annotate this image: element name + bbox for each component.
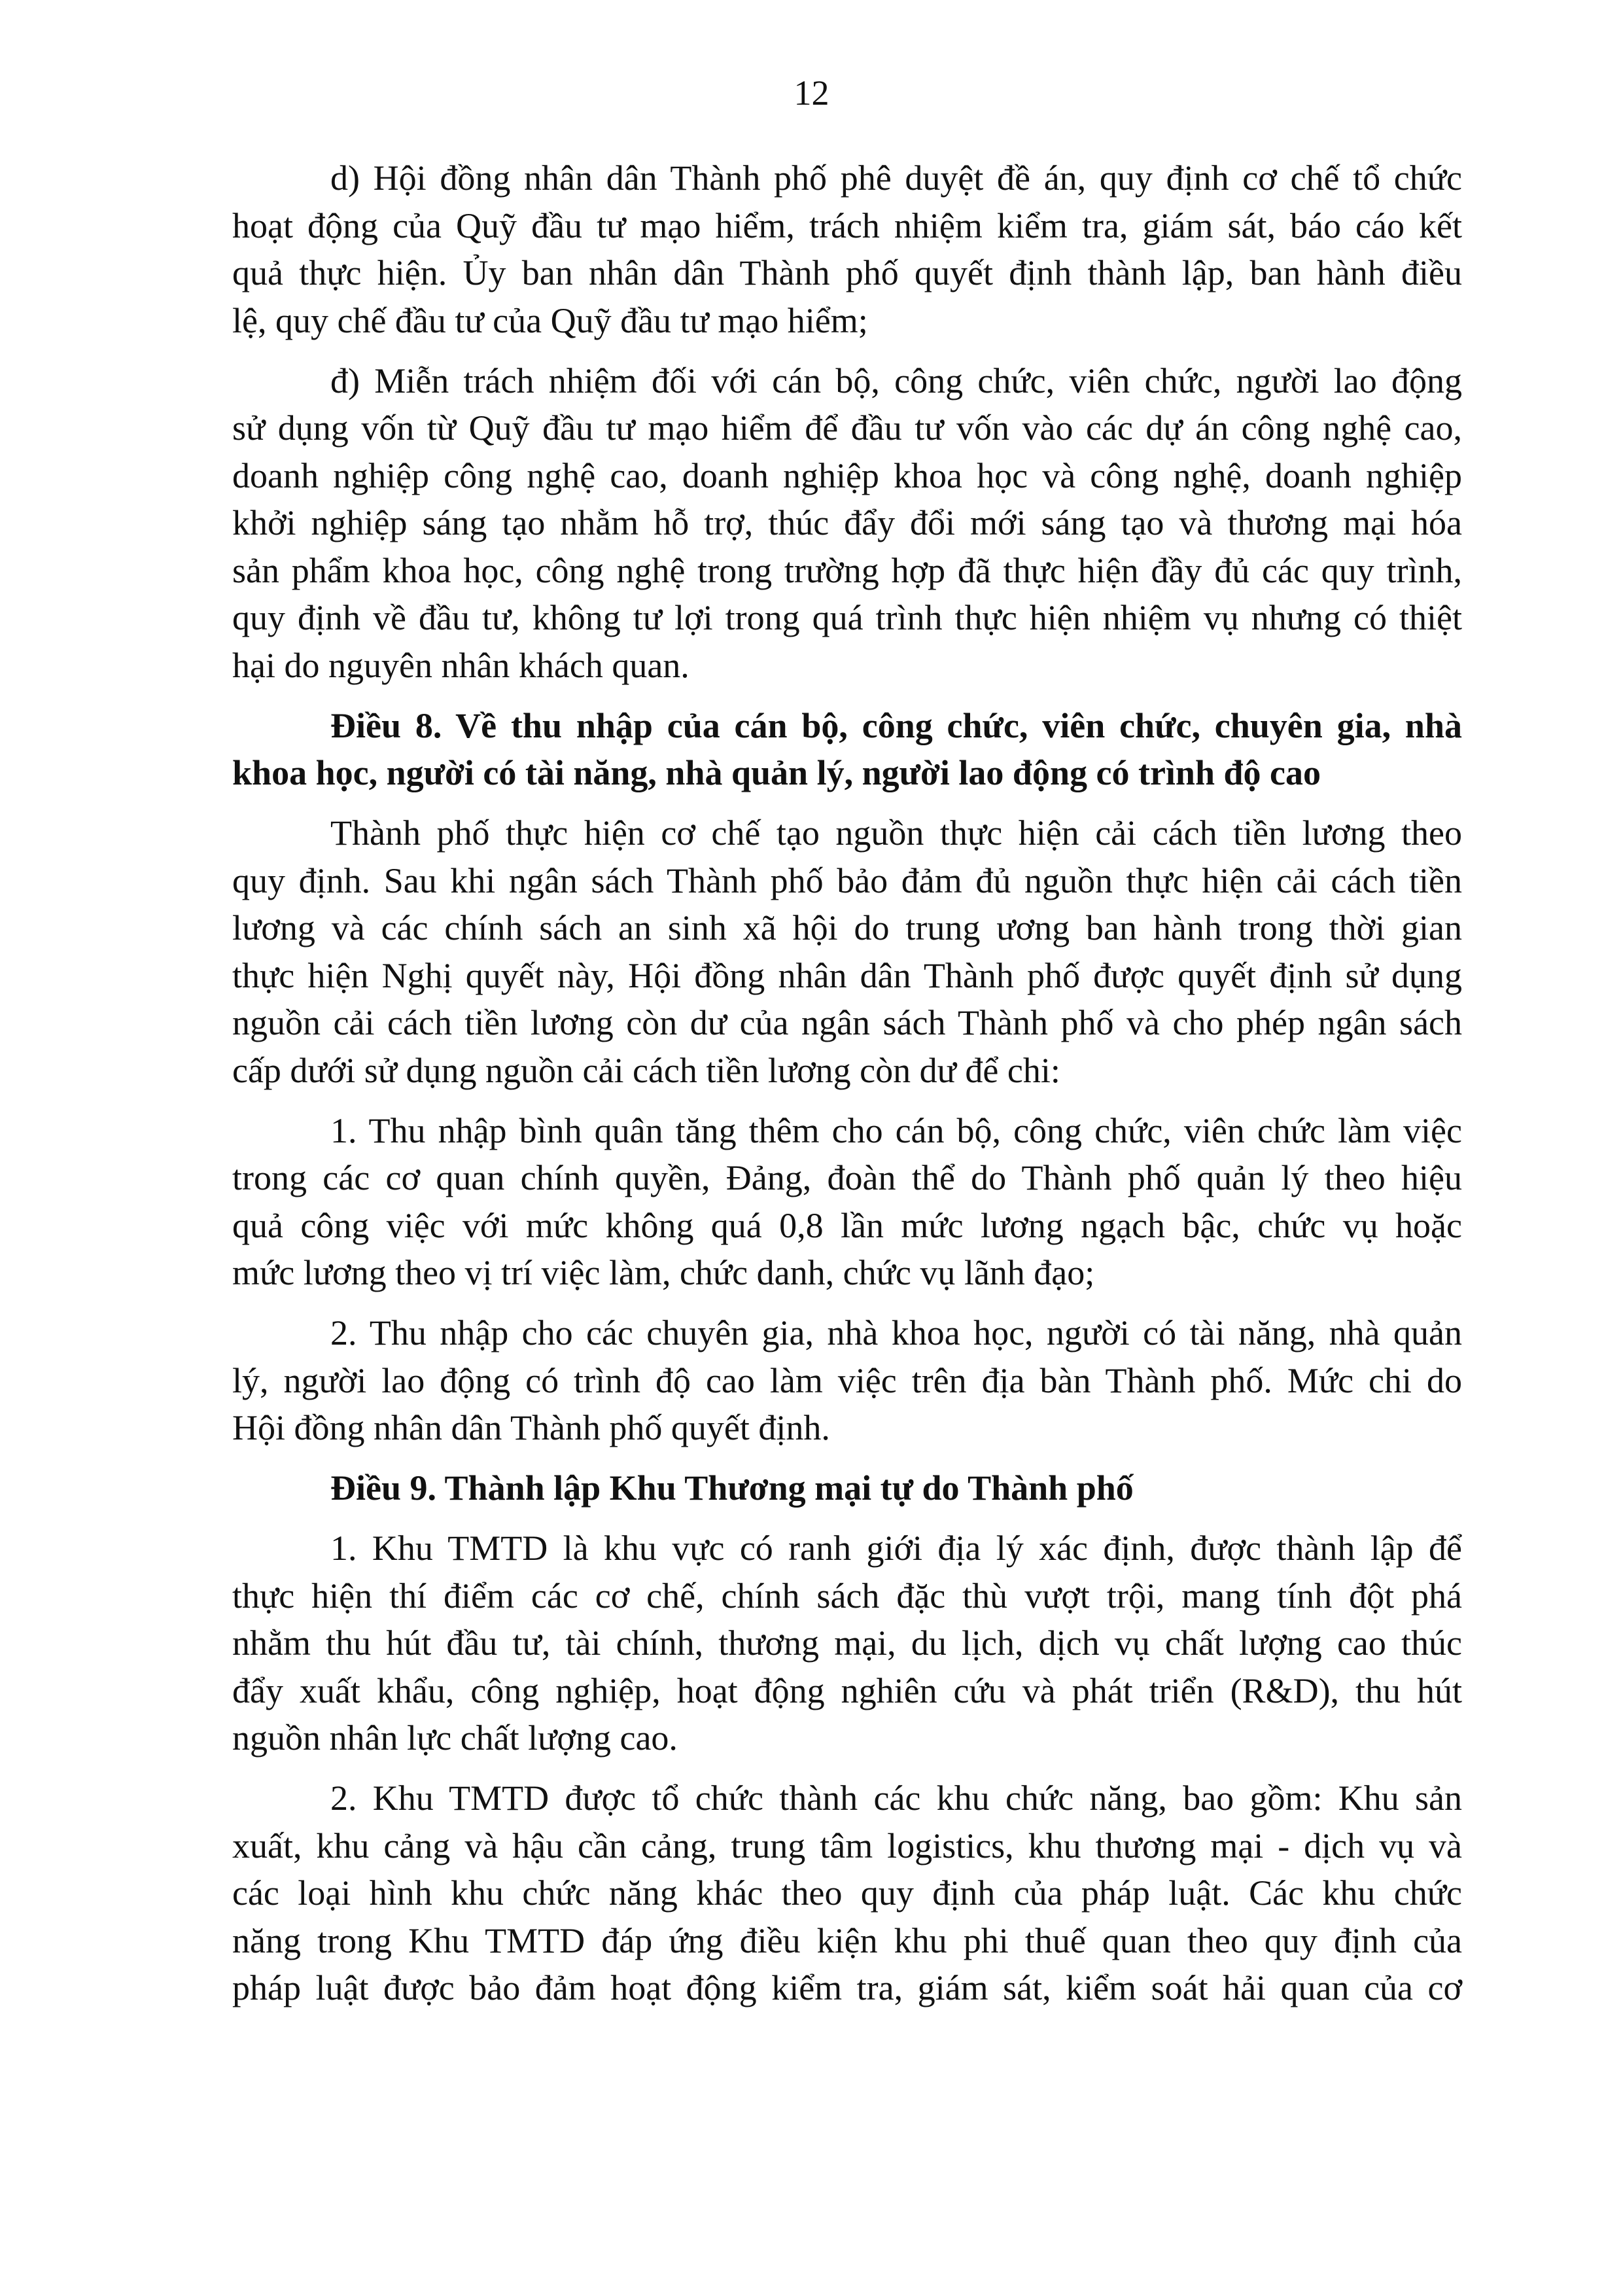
text-line: xuất, khu cảng và hậu cần cảng, trung tâm logistics, khu thương mại - dịch vụ và bbox=[232, 1826, 1462, 1865]
text-line: 2. Thu nhập cho các chuyên gia, nhà khoa học, người có tài năng, nhà quản bbox=[330, 1313, 1462, 1352]
text-line: quả thực hiện. Ủy ban nhân dân Thành phố quyết định thành lập, ban hành điều bbox=[232, 253, 1462, 292]
text-line: nguồn cải cách tiền lương còn dư của ngân sách Thành phố và cho phép ngân sách bbox=[232, 1003, 1462, 1042]
body-paragraph bbox=[232, 1107, 1462, 1297]
text-line: sử dụng vốn từ Quỹ đầu tư mạo hiểm để đầu tư vốn vào các dự án công nghệ cao, bbox=[232, 408, 1462, 448]
text-line: các loại hình khu chức năng khác theo quy định của pháp luật. Các khu chức bbox=[232, 1873, 1462, 1913]
text-line: quả công việc với mức không quá 0,8 lần mức lương ngạch bậc, chức vụ hoặc bbox=[232, 1205, 1462, 1245]
text-line: mức lương theo vị trí việc làm, chức danh, chức vụ lãnh đạo; bbox=[232, 1253, 1095, 1292]
article-heading bbox=[232, 702, 1462, 797]
text-line: Hội đồng nhân dân Thành phố quyết định. bbox=[232, 1408, 830, 1447]
text-line: quy định về đầu tư, không tư lợi trong quá trình thực hiện nhiệm vụ nhưng có thiệt bbox=[232, 598, 1462, 637]
body-paragraph bbox=[232, 357, 1462, 690]
text-line: nguồn nhân lực chất lượng cao. bbox=[232, 1718, 678, 1757]
body-paragraph bbox=[232, 1525, 1462, 1762]
text-line: 1. Khu TMTD là khu vực có ranh giới địa lý xác định, được thành lập để bbox=[330, 1528, 1462, 1568]
text-line: đẩy xuất khẩu, công nghiệp, hoạt động nghiên cứu và phát triển (R&D), thu hút bbox=[232, 1670, 1462, 1710]
text-line: khoa học, người có tài năng, nhà quản lý, người lao động có trình độ cao bbox=[232, 753, 1321, 792]
text-line: lệ, quy chế đầu tư của Quỹ đầu tư mạo hiểm; bbox=[232, 300, 868, 340]
text-line: d) Hội đồng nhân dân Thành phố phê duyệt đề án, quy định cơ chế tổ chức bbox=[330, 158, 1462, 198]
text-line: 1. Thu nhập bình quân tăng thêm cho cán bộ, công chức, viên chức làm việc bbox=[330, 1110, 1462, 1150]
body-paragraph bbox=[232, 154, 1462, 344]
text-line: Điều 9. Thành lập Khu Thương mại tự do Thành phố bbox=[330, 1468, 1134, 1508]
text-line: lý, người lao động có trình độ cao làm việc trên địa bàn Thành phố. Mức chi do bbox=[232, 1360, 1462, 1400]
text-line: hại do nguyên nhân khách quan. bbox=[232, 645, 689, 685]
text-line: khởi nghiệp sáng tạo nhằm hỗ trợ, thúc đẩy đổi mới sáng tạo và thương mại hóa bbox=[232, 503, 1462, 542]
text-line: trong các cơ quan chính quyền, Đảng, đoàn thể do Thành phố quản lý theo hiệu bbox=[232, 1158, 1462, 1197]
body-paragraph bbox=[232, 1775, 1462, 2012]
text-line: nhằm thu hút đầu tư, tài chính, thương mại, du lịch, dịch vụ chất lượng cao thúc bbox=[232, 1623, 1462, 1663]
text-line: đ) Miễn trách nhiệm đối với cán bộ, công chức, viên chức, người lao động bbox=[330, 361, 1462, 400]
text-line: thực hiện Nghị quyết này, Hội đồng nhân dân Thành phố được quyết định sử dụng bbox=[232, 955, 1462, 995]
text-line: quy định. Sau khi ngân sách Thành phố bảo đảm đủ nguồn thực hiện cải cách tiền bbox=[232, 860, 1462, 900]
page-number: 12 bbox=[794, 73, 829, 113]
text-line: hoạt động của Quỹ đầu tư mạo hiểm, trách nhiệm kiểm tra, giám sát, báo cáo kết bbox=[232, 205, 1462, 245]
text-line: cấp dưới sử dụng nguồn cải cách tiền lương còn dư để chi: bbox=[232, 1050, 1060, 1090]
text-line: Thành phố thực hiện cơ chế tạo nguồn thực hiện cải cách tiền lương theo bbox=[330, 813, 1462, 853]
article-heading bbox=[232, 1464, 1462, 1512]
document-body bbox=[232, 154, 1462, 2024]
text-line: sản phẩm khoa học, công nghệ trong trường hợp đã thực hiện đầy đủ các quy trình, bbox=[232, 550, 1462, 590]
body-paragraph bbox=[232, 809, 1462, 1094]
text-line: 2. Khu TMTD được tổ chức thành các khu chức năng, bao gồm: Khu sản bbox=[330, 1778, 1462, 1818]
text-line: thực hiện thí điểm các cơ chế, chính sách đặc thù vượt trội, mang tính đột phá bbox=[232, 1576, 1462, 1616]
text-line: năng trong Khu TMTD đáp ứng điều kiện khu phi thuế quan theo quy định của bbox=[232, 1920, 1462, 1960]
text-line: lương và các chính sách an sinh xã hội do trung ương ban hành trong thời gian bbox=[232, 908, 1462, 947]
text-line: pháp luật được bảo đảm hoạt động kiểm tra, giám sát, kiểm soát hải quan của cơ bbox=[232, 1968, 1462, 2007]
text-line: Điều 8. Về thu nhập của cán bộ, công chức, viên chức, chuyên gia, nhà bbox=[330, 705, 1462, 745]
body-paragraph bbox=[232, 1309, 1462, 1452]
text-line: doanh nghiệp công nghệ cao, doanh nghiệp khoa học và công nghệ, doanh nghiệp bbox=[232, 455, 1462, 495]
